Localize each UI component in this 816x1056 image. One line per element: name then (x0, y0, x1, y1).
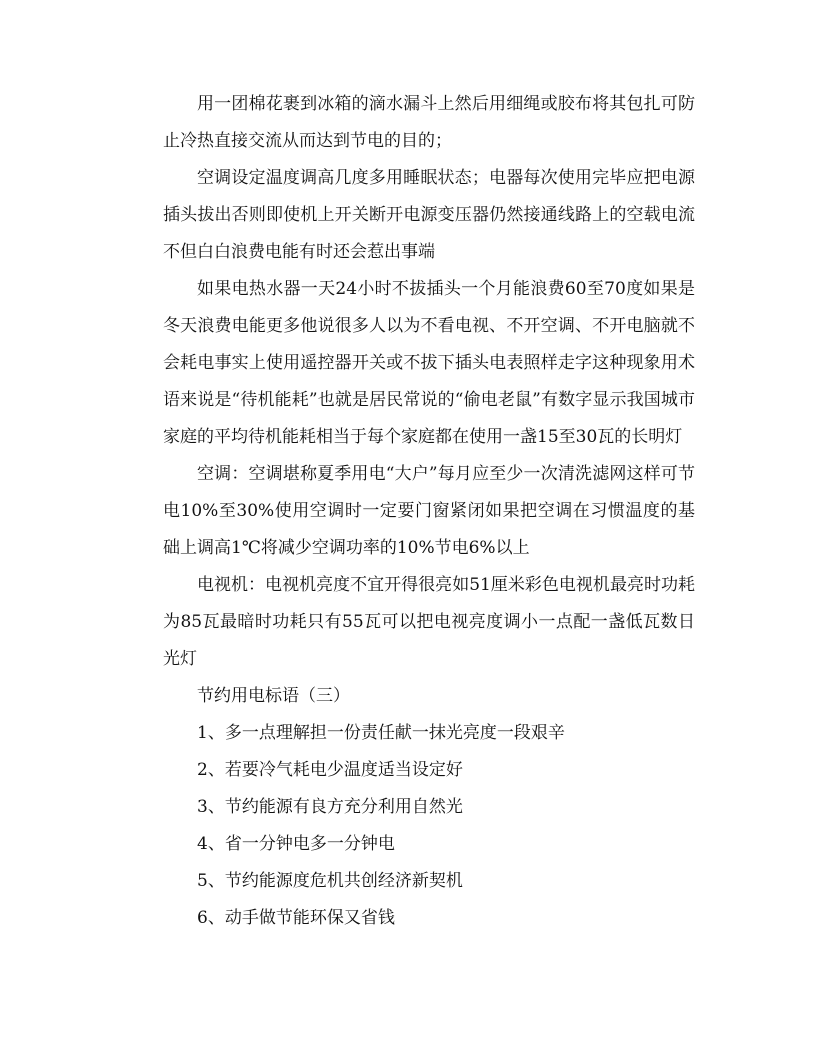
paragraph-aircon-standby: 空调设定温度调高几度多用睡眠状态；电器每次使用完毕应把电源插头拔出否则即使机上开关断开电源变压器仍然接通线路上的空载电流不但白白浪费电能有时还会惹出事端 (163, 168, 695, 262)
paragraph-aircon-tips: 空调：空调堪称夏季用电“大户”每月应至少一次清洗滤网这样可节电10%至30%使用空调时一定要门窗紧闭如果把空调在习惯温度的基础上调高1℃将减少空调功率的10%节电6%以上 (163, 464, 695, 558)
slogan-item: 1、多一点理解担一份责任献一抹光亮度一段艰辛 (197, 723, 565, 743)
slogan-item: 3、节约能源有良方充分利用自然光 (197, 797, 463, 817)
slogan-item: 4、省一分钟电多一分钟电 (197, 834, 395, 854)
paragraph-standby-power: 如果电热水器一天24小时不拔插头一个月能浪费60至70度如果是冬天浪费电能更多他说很多人以为不看电视、不开空调、不开电脑就不会耗电事实上使用遥控器开关或不拔下插头电表照样走字这种现象用术语来说是“待机能耗”也就是居民常说的“偷电老鼠”有数字显示我国城市家庭的平均待机能耗相当于每个家庭都在使用一盏15至30瓦的长明灯 (163, 279, 695, 447)
paragraph-fridge-tip: 用一团棉花裹到冰箱的滴水漏斗上然后用细绳或胶布将其包扎可防止冷热直接交流从而达到节电的目的； (163, 94, 695, 151)
paragraph-tv-tips: 电视机：电视机亮度不宜开得很亮如51厘米彩色电视机最亮时功耗为85瓦最暗时功耗只有55瓦可以把电视亮度调小一点配一盏低瓦数日光灯 (163, 575, 695, 669)
document-body (163, 86, 695, 937)
slogan-item: 6、动手做节能环保又省钱 (197, 908, 395, 928)
slogan-item: 2、若要冷气耗电少温度适当设定好 (197, 760, 463, 780)
slogan-heading: 节约用电标语（三） (197, 686, 350, 706)
slogan-item: 5、节约能源度危机共创经济新契机 (197, 871, 463, 891)
